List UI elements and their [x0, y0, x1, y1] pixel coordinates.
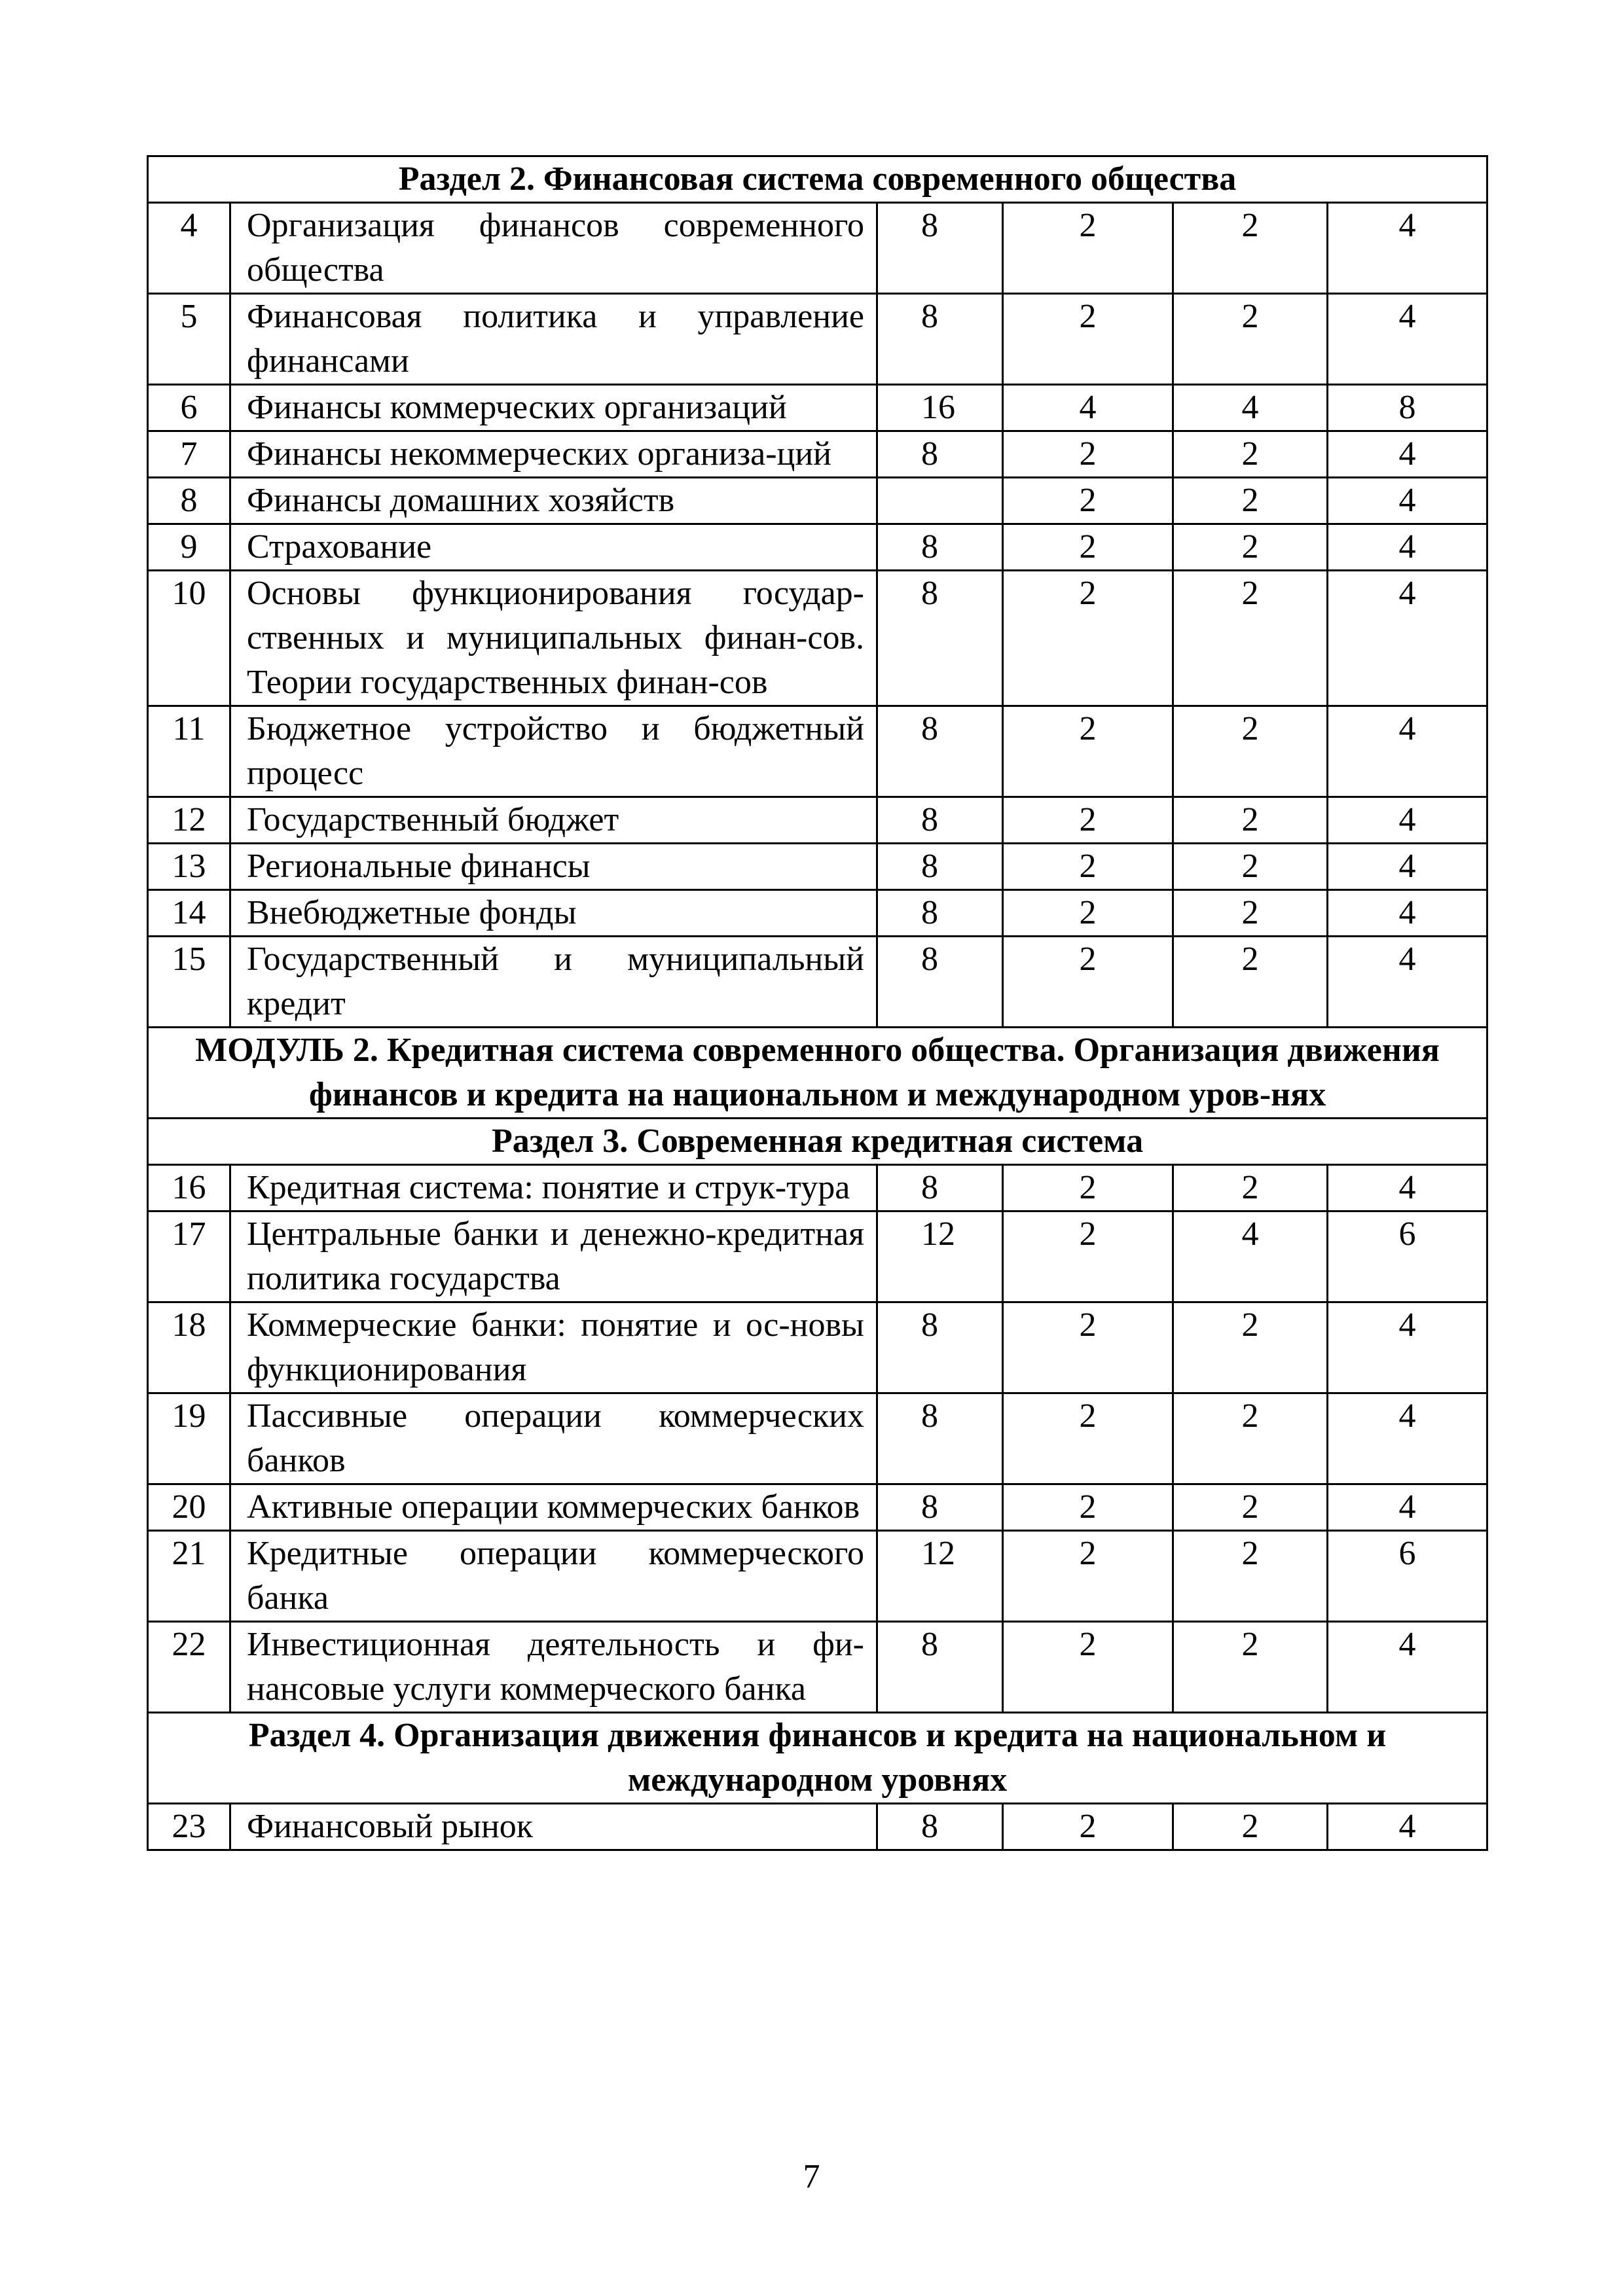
hours-value-col-2: 2	[1003, 844, 1173, 890]
hours-value-col-4: 4	[1328, 431, 1487, 478]
hours-value-col-2: 2	[1003, 431, 1173, 478]
table-row	[148, 797, 1487, 844]
section-header-row	[148, 1028, 1487, 1119]
hours-value-col-1	[877, 478, 1003, 524]
hours-value-col-3: 4	[1173, 385, 1328, 431]
section-header-row	[148, 1713, 1487, 1804]
hours-value-col-3: 2	[1173, 478, 1328, 524]
hours-value-col-4: 4	[1328, 937, 1487, 1028]
topic-title: Финансовая политика и управление финансами	[230, 294, 877, 385]
row-number: 11	[148, 706, 230, 797]
hours-value-col-1: 8	[877, 203, 1003, 294]
hours-value-col-1: 8	[877, 1804, 1003, 1850]
row-number: 14	[148, 890, 230, 937]
table-row	[148, 431, 1487, 478]
topic-title: Финансы домашних хозяйств	[230, 478, 877, 524]
table-row	[148, 203, 1487, 294]
topic-title: Региональные финансы	[230, 844, 877, 890]
row-number: 13	[148, 844, 230, 890]
hours-value-col-4: 6	[1328, 1531, 1487, 1622]
row-number: 17	[148, 1211, 230, 1302]
hours-value-col-4: 4	[1328, 478, 1487, 524]
row-number: 22	[148, 1622, 230, 1713]
section-header: МОДУЛЬ 2. Кредитная система современного общества. Организация движения финансов и кредита на национальном и международном уров-нях	[148, 1028, 1487, 1119]
hours-value-col-3: 2	[1173, 1531, 1328, 1622]
hours-value-col-1: 16	[877, 385, 1003, 431]
hours-value-col-1: 8	[877, 1484, 1003, 1531]
hours-value-col-1: 8	[877, 706, 1003, 797]
hours-value-col-2: 2	[1003, 1302, 1173, 1393]
table-row	[148, 524, 1487, 571]
table-body	[148, 156, 1487, 1850]
hours-value-col-4: 4	[1328, 571, 1487, 706]
hours-value-col-4: 4	[1328, 1165, 1487, 1211]
topic-title: Государственный бюджет	[230, 797, 877, 844]
section-header-row	[148, 1119, 1487, 1165]
hours-value-col-4: 4	[1328, 890, 1487, 937]
hours-value-col-2: 4	[1003, 385, 1173, 431]
hours-value-col-1: 8	[877, 1165, 1003, 1211]
hours-value-col-4: 4	[1328, 1804, 1487, 1850]
hours-value-col-1: 8	[877, 844, 1003, 890]
hours-value-col-3: 2	[1173, 431, 1328, 478]
topic-title: Внебюджетные фонды	[230, 890, 877, 937]
hours-value-col-2: 2	[1003, 706, 1173, 797]
hours-value-col-1: 8	[877, 797, 1003, 844]
hours-value-col-1: 12	[877, 1211, 1003, 1302]
hours-value-col-3: 2	[1173, 706, 1328, 797]
table-row	[148, 1622, 1487, 1713]
row-number: 18	[148, 1302, 230, 1393]
table-row	[148, 1531, 1487, 1622]
row-number: 9	[148, 524, 230, 571]
topic-title: Бюджетное устройство и бюджетный процесс	[230, 706, 877, 797]
table-row	[148, 706, 1487, 797]
hours-value-col-3: 4	[1173, 1211, 1328, 1302]
table-row	[148, 1804, 1487, 1850]
hours-value-col-1: 8	[877, 571, 1003, 706]
hours-value-col-1: 8	[877, 431, 1003, 478]
section-header: Раздел 4. Организация движения финансов и кредита на национальном и международном уровнях	[148, 1713, 1487, 1804]
table-row	[148, 937, 1487, 1028]
hours-value-col-4: 4	[1328, 524, 1487, 571]
topic-title: Активные операции коммерческих банков	[230, 1484, 877, 1531]
table-row	[148, 844, 1487, 890]
row-number: 19	[148, 1393, 230, 1484]
hours-value-col-3: 2	[1173, 1804, 1328, 1850]
hours-value-col-1: 8	[877, 890, 1003, 937]
hours-value-col-3: 2	[1173, 890, 1328, 937]
table-row	[148, 1165, 1487, 1211]
hours-value-col-2: 2	[1003, 890, 1173, 937]
hours-value-col-1: 8	[877, 937, 1003, 1028]
hours-value-col-2: 2	[1003, 1622, 1173, 1713]
topic-title: Финансы коммерческих организаций	[230, 385, 877, 431]
table-row	[148, 1211, 1487, 1302]
hours-value-col-1: 12	[877, 1531, 1003, 1622]
hours-value-col-2: 2	[1003, 478, 1173, 524]
hours-value-col-1: 8	[877, 1393, 1003, 1484]
hours-value-col-3: 2	[1173, 571, 1328, 706]
topic-title: Коммерческие банки: понятие и ос-новы функционирования	[230, 1302, 877, 1393]
hours-value-col-3: 2	[1173, 1165, 1328, 1211]
table-row	[148, 1393, 1487, 1484]
section-header-row	[148, 156, 1487, 203]
page-number: 7	[803, 2158, 820, 2195]
row-number: 5	[148, 294, 230, 385]
row-number: 12	[148, 797, 230, 844]
hours-value-col-1: 8	[877, 294, 1003, 385]
hours-value-col-2: 2	[1003, 1531, 1173, 1622]
row-number: 7	[148, 431, 230, 478]
hours-value-col-2: 2	[1003, 1393, 1173, 1484]
hours-value-col-2: 2	[1003, 1165, 1173, 1211]
hours-value-col-4: 4	[1328, 706, 1487, 797]
row-number: 15	[148, 937, 230, 1028]
topic-title: Финансовый рынок	[230, 1804, 877, 1850]
hours-value-col-4: 4	[1328, 1622, 1487, 1713]
table-row	[148, 890, 1487, 937]
table-row	[148, 294, 1487, 385]
hours-value-col-2: 2	[1003, 571, 1173, 706]
hours-value-col-2: 2	[1003, 937, 1173, 1028]
hours-value-col-1: 8	[877, 1622, 1003, 1713]
row-number: 21	[148, 1531, 230, 1622]
hours-value-col-4: 4	[1328, 797, 1487, 844]
hours-value-col-4: 4	[1328, 1302, 1487, 1393]
row-number: 16	[148, 1165, 230, 1211]
section-header: Раздел 2. Финансовая система современного общества	[148, 156, 1487, 203]
hours-value-col-4: 4	[1328, 844, 1487, 890]
hours-value-col-2: 2	[1003, 524, 1173, 571]
table-row	[148, 1484, 1487, 1531]
hours-value-col-1: 8	[877, 524, 1003, 571]
hours-value-col-4: 6	[1328, 1211, 1487, 1302]
hours-value-col-2: 2	[1003, 1804, 1173, 1850]
hours-value-col-4: 4	[1328, 1393, 1487, 1484]
hours-value-col-3: 2	[1173, 844, 1328, 890]
row-number: 20	[148, 1484, 230, 1531]
hours-value-col-4: 4	[1328, 294, 1487, 385]
hours-value-col-3: 2	[1173, 1393, 1328, 1484]
row-number: 10	[148, 571, 230, 706]
section-header: Раздел 3. Современная кредитная система	[148, 1119, 1487, 1165]
hours-value-col-3: 2	[1173, 294, 1328, 385]
row-number: 8	[148, 478, 230, 524]
table-row	[148, 1302, 1487, 1393]
row-number: 6	[148, 385, 230, 431]
hours-value-col-4: 8	[1328, 385, 1487, 431]
table-row	[148, 478, 1487, 524]
hours-value-col-3: 2	[1173, 1484, 1328, 1531]
hours-value-col-3: 2	[1173, 203, 1328, 294]
hours-value-col-2: 2	[1003, 797, 1173, 844]
hours-value-col-3: 2	[1173, 797, 1328, 844]
topic-title: Финансы некоммерческих организа-ций	[230, 431, 877, 478]
hours-value-col-2: 2	[1003, 1484, 1173, 1531]
topic-title: Центральные банки и денежно-кредитная политика государства	[230, 1211, 877, 1302]
topic-title: Кредитные операции коммерческого банка	[230, 1531, 877, 1622]
topic-title: Страхование	[230, 524, 877, 571]
hours-value-col-3: 2	[1173, 937, 1328, 1028]
hours-value-col-3: 2	[1173, 1622, 1328, 1713]
topic-title: Пассивные операции коммерческих банков	[230, 1393, 877, 1484]
row-number: 23	[148, 1804, 230, 1850]
hours-value-col-2: 2	[1003, 203, 1173, 294]
hours-value-col-1: 8	[877, 1302, 1003, 1393]
row-number: 4	[148, 203, 230, 294]
hours-value-col-3: 2	[1173, 1302, 1328, 1393]
hours-value-col-4: 4	[1328, 1484, 1487, 1531]
topic-title: Кредитная система: понятие и струк-тура	[230, 1165, 877, 1211]
table-row	[148, 571, 1487, 706]
hours-value-col-2: 2	[1003, 1211, 1173, 1302]
curriculum-table	[147, 155, 1488, 1851]
topic-title: Организация финансов современного общества	[230, 203, 877, 294]
topic-title: Государственный и муниципальный кредит	[230, 937, 877, 1028]
hours-value-col-3: 2	[1173, 524, 1328, 571]
hours-value-col-2: 2	[1003, 294, 1173, 385]
topic-title: Инвестиционная деятельность и фи-нансовые услуги коммерческого банка	[230, 1622, 877, 1713]
topic-title: Основы функционирования государ-ственных и муниципальных финан-сов. Теории государственных финан-сов	[230, 571, 877, 706]
table-row	[148, 385, 1487, 431]
curriculum-table-container	[147, 155, 1486, 1851]
hours-value-col-4: 4	[1328, 203, 1487, 294]
